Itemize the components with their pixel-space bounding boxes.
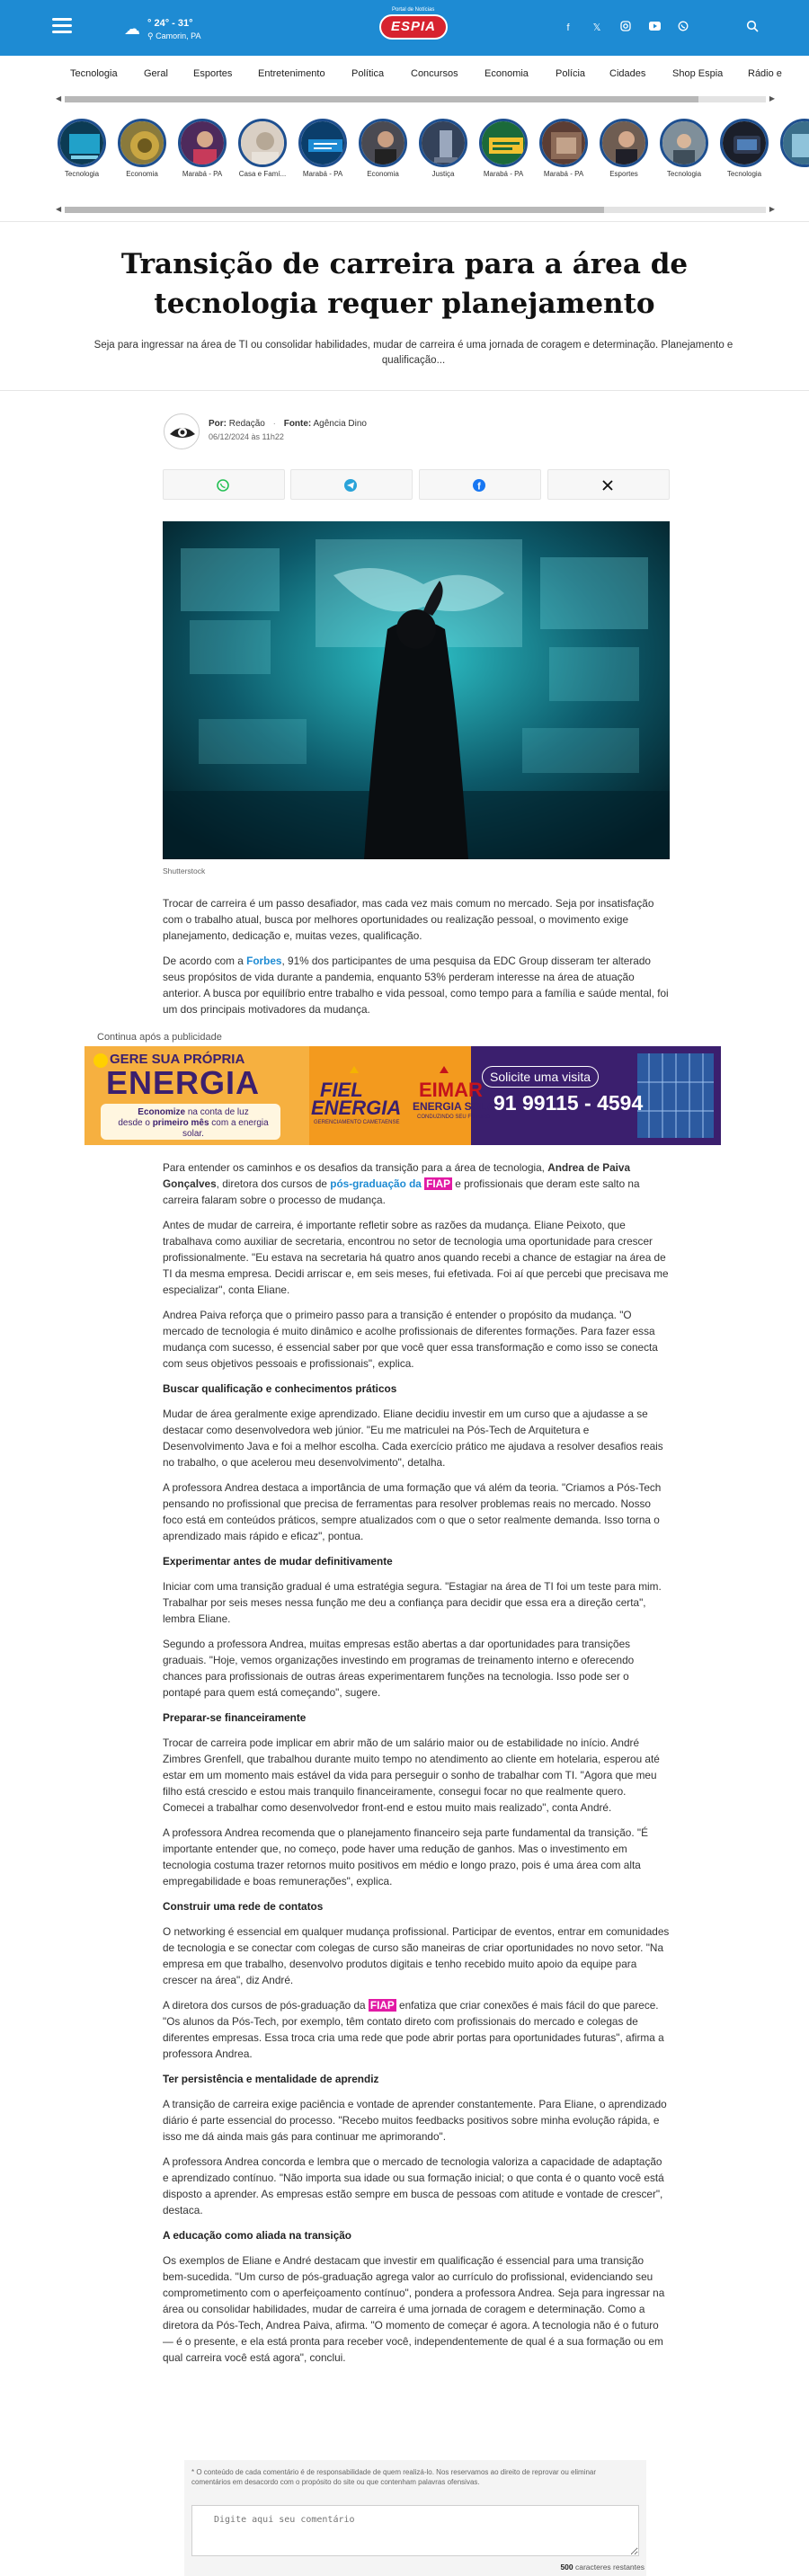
source-label: Fonte: — [283, 419, 312, 429]
section-heading: Buscar qualificação e conhecimentos práticos — [163, 1382, 397, 1395]
nav-item-shop-espia[interactable]: Shop Espia — [672, 68, 724, 79]
story-label: Casa e Famí... — [238, 170, 287, 178]
whatsapp-icon[interactable] — [676, 21, 690, 35]
section-heading: Ter persistência e mentalidade de aprendiz — [163, 2073, 379, 2085]
paragraph — [163, 1159, 670, 1208]
story-scrollbar[interactable] — [56, 204, 775, 215]
paragraph — [163, 953, 670, 1017]
paragraph: Segundo a professora Andrea, muitas empresas estão abertas a dar oportunidades para transições graduais. "Hoje, vemos organizações investindo em programas de treinamento interno e oferecendo chances para profissionais de outras áreas experimentarem funções na tecnologia. Isso pode ser o pontapé para quem está começando", sugere. — [163, 1638, 635, 1699]
paragraph-text: A diretora dos cursos de pós-graduação da — [163, 1999, 369, 2012]
comment-input[interactable] — [191, 2505, 639, 2556]
scroll-right-arrow-icon[interactable]: ▶ — [769, 94, 775, 102]
paragraph — [163, 1997, 670, 2062]
facebook-icon[interactable]: f — [566, 22, 570, 33]
author-meta: Por: Redação · Fonte: Agência Dino — [209, 419, 367, 429]
story-item[interactable] — [176, 119, 228, 178]
publish-date: 06/12/2024 às 11h22 — [209, 432, 284, 441]
pos-graduacao-link[interactable]: pós-graduação da — [330, 1177, 422, 1190]
menu-icon[interactable] — [52, 18, 72, 34]
story-label: Marabá - PA — [543, 170, 584, 178]
nav-scrollbar[interactable] — [56, 93, 775, 104]
paragraph: A professora Andrea concorda e lembra que o mercado de tecnologia valoriza a capacidade de adaptação e aprendizado contínuo. "Não importa sua idade ou sua formação inicial; o que conta é o quanto você está disposto a aprender. As empresas estão sempre em busca de pessoas com atitude e vontade de crescer", destaca. — [163, 2155, 664, 2216]
section-heading: Construir uma rede de contatos — [163, 1900, 324, 1913]
ad-brand-2c: CONDUZINDO SEU FUTURO — [417, 1115, 491, 1120]
story-thumb — [118, 119, 166, 167]
nav-item-concursos[interactable]: Concursos — [411, 68, 458, 79]
scroll-thumb[interactable] — [65, 96, 698, 102]
story-thumb — [298, 119, 347, 167]
section-divider — [0, 390, 809, 391]
paragraph: O networking é essencial em qualquer mudança profissional. Participar de eventos, entrar em comunidades de tecnologia e se conectar com colegas de curso são maneiras de criar oportunidades no novo setor. "Na empresa em que trabalho, desenvolvo produtos digitais e tenho recebido muito apoio da equipe para crescer na área", diz André. — [163, 1925, 670, 1986]
story-thumb — [178, 119, 227, 167]
story-item[interactable] — [538, 119, 590, 178]
paragraph-text: enfatiza que criar conexões é mais fácil do que parece. "Os alunos da Pós-Tech, por exemplo, têm contato direto com profissionais do mercado e colegas de diferentes empresas. Essa troca cria uma rede que pode abrir portas para oportunidades futuras", afirma a professora Andrea. — [163, 1999, 664, 2060]
ad-subtext — [108, 1107, 279, 1140]
share-whatsapp-button[interactable] — [163, 469, 285, 500]
story-item[interactable] — [357, 119, 409, 178]
paragraph: Iniciar com uma transição gradual é uma estratégia segura. "Estagiar na área de TI foi um teste para mim. Trabalhar por seis meses nessa função me deu a confiança para decidir que essa era a direção certa", lembra Eliane. — [163, 1580, 662, 1625]
ad-label: Continua após a publicidade — [97, 1032, 222, 1043]
paragraph: A professora Andrea destaca a importância de uma formação que vá além da teoria. "Criamos a Pós-Tech pensando no profissional que precisa de ferramentas para resolver problemas reais no mercado. Nosso foco está em conteúdos práticos, sempre atualizados com o que o setor realmente demanda. Isso torna o aprendizado mais rápido e eficaz", pontua. — [163, 1481, 662, 1542]
site-logo[interactable] — [379, 7, 448, 47]
share-facebook-button[interactable] — [419, 469, 541, 500]
paragraph-text: e profissionais que deram este salto na carreira falaram sobre o processo de mudança. — [163, 1177, 640, 1206]
article-title: Transição de carreira para a área de tecnologia requer planejamento — [120, 248, 689, 320]
ad-sub-text: com a energia solar. — [182, 1118, 269, 1139]
ad-brand-1c: GERENCIAMENTO CAMETAENSE — [314, 1120, 400, 1125]
story-thumb — [238, 119, 287, 167]
nav-item-cidades[interactable]: Cidades — [609, 68, 646, 79]
x-icon — [600, 478, 615, 493]
story-thumb — [539, 119, 588, 167]
paragraph-text: , 91% dos participantes de uma pesquisa da EDC Group disseram ter alterado seus propósitos de vida durante a pandemia, enquanto 53% perderam interesse na área de atuação anterior. A busca por equilíbrio entre trabalho e vida pessoal, como tempo para a família e saúde mental, foi um dos principais motivadores da mudança. — [163, 955, 669, 1016]
story-thumb — [419, 119, 467, 167]
ad-cta: Solicite uma visita — [482, 1066, 599, 1088]
x-icon[interactable]: 𝕏 — [592, 22, 601, 33]
ad-headline-2: ENERGIA — [106, 1064, 261, 1101]
nav-item-politica[interactable]: Política — [351, 68, 385, 79]
paragraph: Trocar de carreira pode implicar em abrir mão de um salário maior ou de estabilidade no início. André Zimbres Grenfell, que trabalhou durante muito tempo no atendimento ao cliente em hotelaria, esperou até estar em um momento mais estável da vida para perseguir o sonho de trabalhar com TI. "Agora que meu filho está crescido e estou mais tranquilo financeiramente, consegui focar no que realmente quero. Comecei a trabalhar como desenvolvedor front-end e estou muito mais realizado", conta André. — [163, 1737, 660, 1814]
author-name[interactable]: Redação — [228, 419, 265, 429]
solar-energy-ad-banner[interactable] — [84, 1046, 721, 1145]
ad-sub-text: na conta de luz — [185, 1107, 249, 1117]
logo-tagline: Portal de Notícias — [392, 7, 435, 13]
story-label: Tecnologia — [726, 170, 762, 178]
story-item[interactable] — [56, 119, 108, 178]
ad-phone: 91 99115 - 4594 — [493, 1091, 644, 1115]
ad-sub-bold: primeiro mês — [152, 1118, 209, 1128]
article-subtitle: Seja para ingressar na área de TI ou consolidar habilidades, mudar de carreira é uma jornada de coragem e determinação. Planejamento e qualificação... — [93, 340, 733, 366]
section-heading: A educação como aliada na transição — [163, 2229, 352, 2242]
nav-item-policia[interactable]: Polícia — [556, 68, 586, 79]
cloud-icon: ☁ — [124, 20, 140, 38]
story-item[interactable] — [297, 119, 349, 178]
ad-sub-bold: Economize — [138, 1107, 186, 1117]
story-item[interactable] — [236, 119, 289, 178]
youtube-icon[interactable] — [647, 21, 662, 35]
scroll-right-arrow-icon[interactable]: ▶ — [769, 205, 775, 213]
paragraph: A transição de carreira exige paciência e vontade de aprender constantemente. Para Eliane, o aprendizado diário é parte essencial do processo. "Recebo muitos feedbacks positivos sobre minha evolução rápida, e isso me dá ainda mais gás para continuar me aprimorando". — [163, 2098, 667, 2143]
story-label: Tecnologia — [666, 170, 702, 178]
story-label: Economia — [367, 170, 399, 178]
section-divider — [0, 221, 809, 222]
story-carousel — [56, 119, 809, 187]
logo-wordmark: ESPIA — [379, 14, 448, 40]
weather-city-label: Camorin, PA — [156, 31, 201, 40]
nav-item-geral[interactable]: Geral — [144, 68, 168, 79]
author-block — [164, 413, 667, 449]
story-thumb — [600, 119, 648, 167]
story-thumb — [58, 119, 106, 167]
article-body-intro — [163, 895, 670, 1017]
char-counter-label: caracteres restantes — [573, 2563, 645, 2572]
paragraph-bold: Andrea de Paiva Gonçalves — [163, 1161, 631, 1190]
story-item[interactable] — [778, 119, 809, 170]
paragraph-text: Para entender os caminhos e os desafios da transição para a área de tecnologia, — [163, 1161, 548, 1174]
paragraph-text: De acordo com a — [163, 955, 247, 967]
comment-disclaimer: * O conteúdo de cada comentário é de responsabilidade de quem realizá-lo. Nos reservamos ao direito de reprovar ou eliminar comentários em desacordo com o propósito do site ou que contenham palavras ofensivas. — [191, 2468, 597, 2486]
story-item[interactable] — [116, 119, 168, 178]
share-telegram-button[interactable] — [290, 469, 413, 500]
scroll-thumb[interactable] — [65, 207, 604, 213]
story-thumb — [479, 119, 528, 167]
story-thumb — [359, 119, 407, 167]
weather-temps: ° 24° - 31° — [147, 18, 193, 29]
comment-section — [184, 2460, 646, 2576]
search-icon[interactable] — [746, 20, 760, 34]
scroll-left-arrow-icon[interactable]: ◀ — [56, 94, 62, 102]
nav-item-radio[interactable]: Rádio e — [748, 68, 782, 79]
story-thumb — [660, 119, 708, 167]
author-avatar — [164, 413, 200, 449]
ad-brand-1: FIEL — [320, 1079, 363, 1101]
paragraph: Antes de mudar de carreira, é importante refletir sobre as razões da mudança. Eliane Peixoto, que trabalhava como auxiliar de secretaria, encontrou no setor de tecnologia uma oportunidade para crescer profissionalmente. "Eu estava na secretaria há quatro anos quando recebi a chance de estagiar na área de TI da mesma empresa. Decidi arriscar e, em seis meses, fui efetivada. Foi aí que percebi que precisava me especializar", conta Eliane. — [163, 1219, 669, 1296]
telegram-icon — [343, 478, 358, 493]
fiap-link[interactable]: FIAP — [369, 1999, 395, 2012]
nav-item-tecnologia[interactable]: Tecnologia — [70, 68, 118, 79]
story-label: Justiça — [431, 170, 455, 178]
top-header — [0, 0, 809, 56]
paragraph-text: , diretora dos cursos de — [216, 1177, 331, 1190]
nav-item-esportes[interactable]: Esportes — [193, 68, 233, 79]
paragraph: Andrea Paiva reforça que o primeiro passo para a transição é entender o propósito da mudança. "O mercado de tecnologia é muito dinâmico e acolhe profissionais de diferentes formações. Para fazer essa mudança com sucesso, é essencial saber por que você quer essa transformação e como isso se conecta com seus objetivos pessoais e profissionais", explica. — [163, 1309, 658, 1370]
source-name: Agência Dino — [313, 419, 367, 429]
whatsapp-icon — [216, 478, 230, 493]
story-thumb — [780, 119, 809, 167]
instagram-icon[interactable] — [618, 21, 633, 35]
fiap-link[interactable]: FIAP — [426, 1177, 450, 1190]
paragraph: Mudar de área geralmente exige aprendizado. Eliane decidiu investir em um curso que a ajudasse a se destacar como desenvolvedora web júnior. "Eu me matriculei na Pós-Tech de Arquitetura e Desenvolvimento Java e foi a melhor escolha. Cada exercício prático me ajudava a resolver desafios reais no trabalho, o que acelerou meu desenvolvimento", detalha. — [163, 1408, 663, 1469]
category-nav — [0, 65, 809, 86]
story-label: Tecnologia — [64, 170, 100, 178]
story-item[interactable] — [598, 119, 650, 178]
paragraph: Trocar de carreira é um passo desafiador, mas cada vez mais comum no mercado. Seja por insatisfação com o trabalho atual, busca por melhores oportunidades ou realização pessoal, o movimento exige planejamento, dedicação e, muitas vezes, qualificação. — [163, 897, 654, 942]
image-credit: Shutterstock — [163, 866, 206, 875]
char-counter-number: 500 — [560, 2563, 573, 2572]
story-label: Marabá - PA — [302, 170, 343, 178]
scroll-left-arrow-icon[interactable]: ◀ — [56, 205, 62, 213]
forbes-link[interactable]: Forbes — [246, 955, 282, 967]
article-body-main — [163, 1159, 670, 2366]
story-label: Marabá - PA — [182, 170, 223, 178]
story-label: Economia — [126, 170, 158, 178]
svg-text:f: f — [477, 481, 481, 493]
story-item[interactable] — [417, 119, 469, 178]
nav-item-entretenimento[interactable]: Entretenimento — [258, 68, 325, 79]
article-hero-image — [163, 521, 670, 859]
author-label: Por: — [209, 419, 227, 429]
ad-headline-1: GERE SUA PRÓPRIA — [110, 1052, 245, 1067]
char-counter — [560, 2563, 645, 2572]
story-item[interactable] — [658, 119, 710, 178]
story-item[interactable] — [718, 119, 770, 178]
section-heading: Preparar-se financeiramente — [163, 1711, 307, 1724]
ad-brand-2: EIMAR — [419, 1079, 483, 1101]
story-item[interactable] — [477, 119, 529, 178]
nav-item-economia[interactable]: Economia — [485, 68, 529, 79]
weather-city: ⚲ Camorin, PA — [147, 31, 201, 40]
section-heading: Experimentar antes de mudar definitivamente — [163, 1555, 393, 1568]
story-thumb — [720, 119, 769, 167]
ad-brand-1b: ENERGIA — [311, 1097, 402, 1119]
facebook-icon — [472, 478, 486, 493]
paragraph: A professora Andrea recomenda que o planejamento financeiro seja parte fundamental da transição. "É importante entender que, no começo, pode haver uma redução de ganhos. Mas o investimento em tecnologia costuma trazer retornos muito positivos em médio e longo prazo, pois é uma área com alta empregabilidade e boas remunerações", explica. — [163, 1826, 648, 1888]
story-label: Marabá - PA — [483, 170, 524, 178]
story-label: Esportes — [609, 170, 638, 178]
share-x-button[interactable] — [547, 469, 670, 500]
ad-brand-2b: ENERGIA SOLAR — [413, 1100, 502, 1113]
ad-sub-text: desde o — [118, 1118, 153, 1128]
paragraph: Os exemplos de Eliane e André destacam que investir em qualificação é essencial para uma transição bem-sucedida. "Um curso de pós-graduação agrega valor ao currículo do profissional, evidenciando seu comprometimento com o aperfeiçoamento contínuo", pondera a professora Andrea. Seja para ingressar na área ou consolidar habilidades, mudar de carreira é uma jornada de coragem e determinação. Como a diretora da Pós-Tech, Andrea Paiva, afirma. "O momento de começar é agora. A tecnologia não é o futuro — é o presente, e ela está pronta para receber você, independentemente de qual é a sua formação ou em qual carreira você está agora", conclui. — [163, 2254, 665, 2364]
